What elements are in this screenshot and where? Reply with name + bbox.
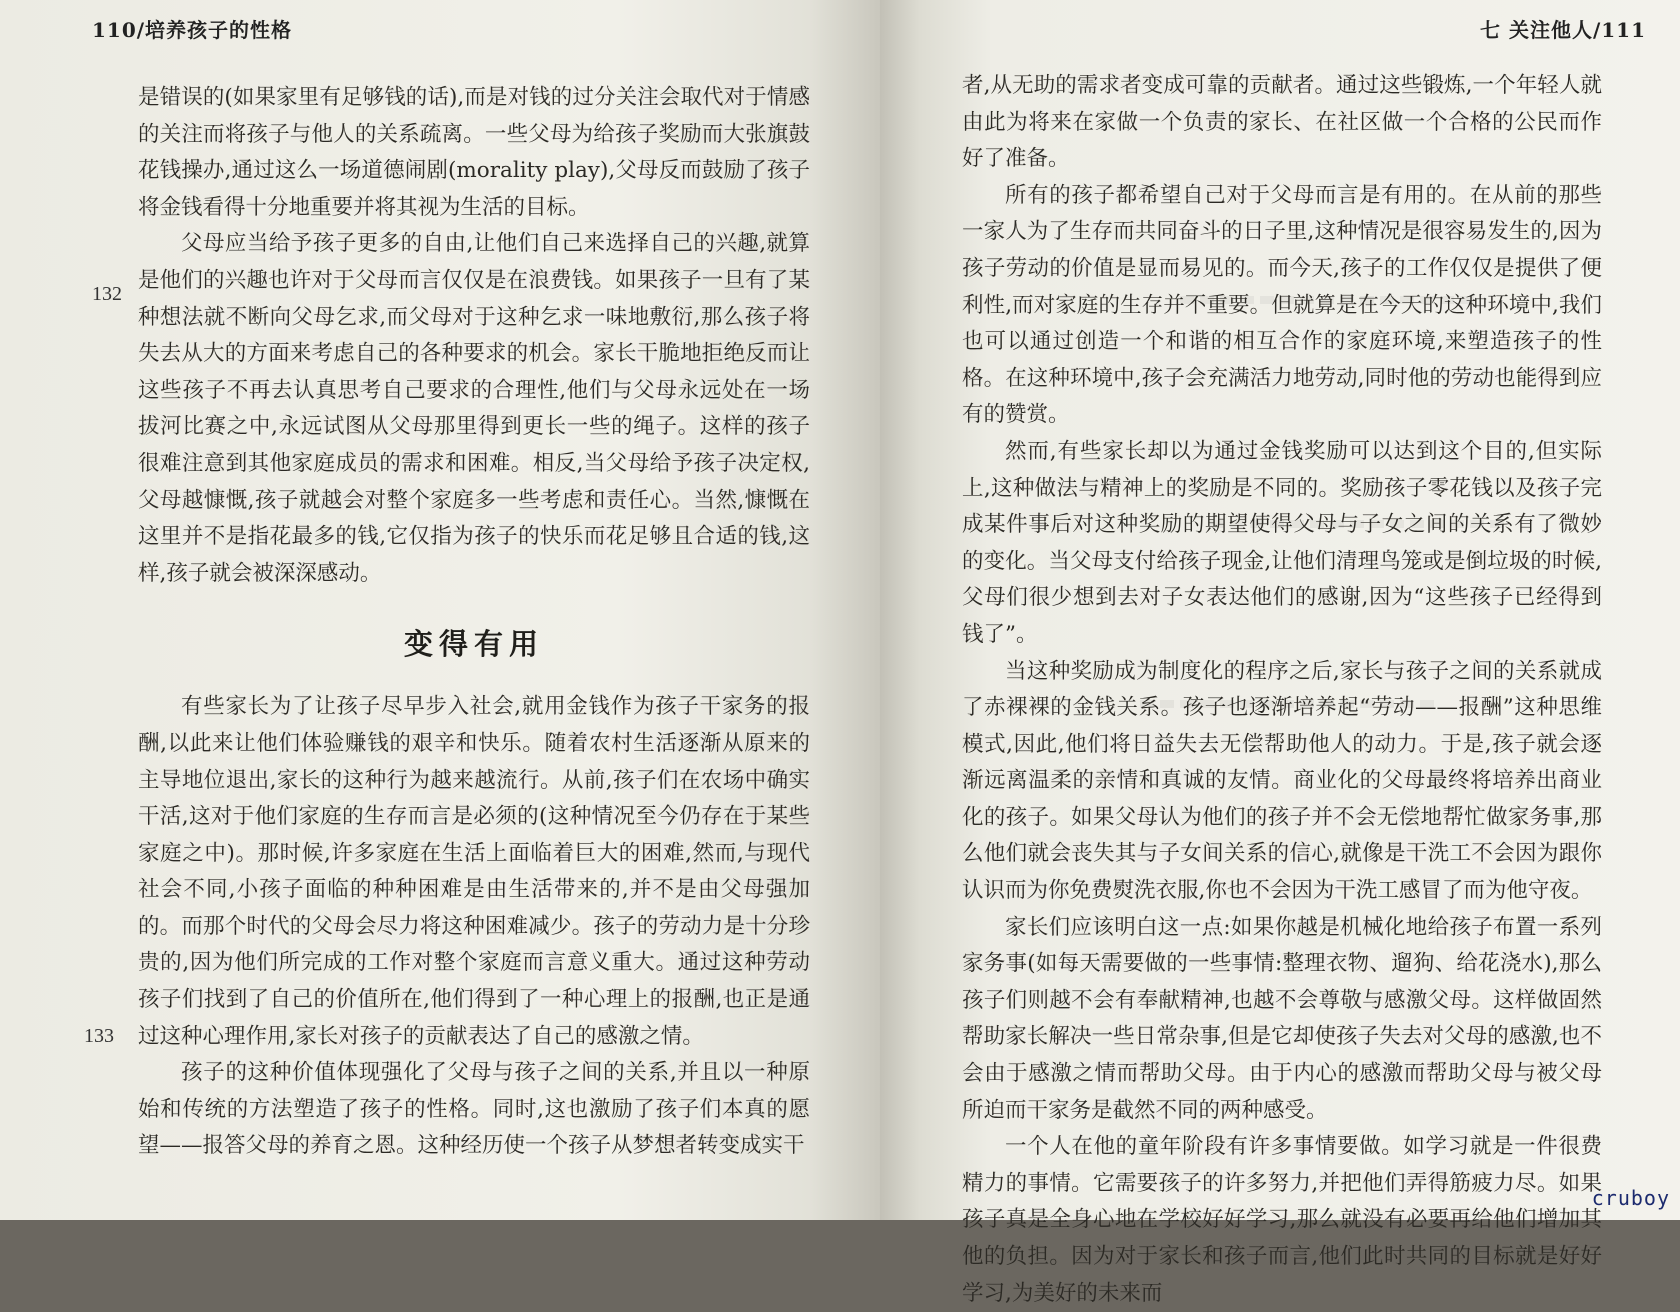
paragraph: 者,从无助的需求者变成可靠的贡献者。通过这些锻炼,一个年轻人就由此为将来在家做一个负责的家长、在社区做一个合格的公民而作好了准备。 [962,73,1602,172]
watermark: cruboy [1591,1186,1670,1210]
left-text-column [138,80,810,1165]
paragraph: 然而,有些家长却以为通过金钱奖励可以达到这个目的,但实际上,这种做法与精神上的奖励是不同的。奖励孩子零花钱以及孩子完成某件事后对这种奖励的期望使得父母与子女之间的关系有了微妙的变化。当父母支付给孩子现金,让他们清理鸟笼或是倒垃圾的时候,父母们很少想到去对子女表达他们的感谢,因为“这些孩子已经得到钱了”。 [962,438,1602,647]
paragraph: 孩子的这种价值体现强化了父母与孩子之间的关系,并且以一种原始和传统的方法塑造了孩子的性格。同时,这也激励了孩子们本真的愿望——报答父母的养育之恩。这种经历使一个孩子从梦想者转变成实干 [138,1060,810,1159]
paragraph: 是错误的(如果家里有足够钱的话),而是对钱的过分关注会取代对于情感的关注而将孩子与他人的关系疏离。一些父母为给孩子奖励而大张旗鼓花钱操办,通过这么一场道德闹剧(morality play),父母反而鼓励了孩子将金钱看得十分地重要并将其视为生活的目标。 [138,85,810,220]
paragraph: 所有的孩子都希望自己对于父母而言是有用的。在从前的那些一家人为了生存而共同奋斗的日子里,这种情况是很容易发生的,因为孩子劳动的价值是显而易见的。而今天,孩子的工作仅仅是提供了便利性,而对家庭的生存并不重要。但就算是在今天的这种环境中,我们也可以通过创造一个和谐的相互合作的家庭环境,来塑造孩子的性格。在这种环境中,孩子会充满活力地劳动,同时他的劳动也能得到应有的赞赏。 [962,182,1602,428]
right-page [880,0,1680,1306]
paragraph: 有些家长为了让孩子尽早步入社会,就用金钱作为孩子干家务的报酬,以此来让他们体验赚钱的艰辛和快乐。随着农村生活逐渐从原来的主导地位退出,家长的这种行为越来越流行。从前,孩子们在农场中确实干活,这对于他们家庭的生存而言是必须的(这种情况至今仍存在于某些家庭之中)。那时候,许多家庭在生活上面临着巨大的困难,然而,与现代社会不同,小孩子面临的种种困难是由生活带来的,并不是由父母强加的。而那个时代的父母会尽力将这种困难减少。孩子的劳动力是十分珍贵的,因为他们所完成的工作对整个家庭而言意义重大。通过这种劳动孩子们找到了自己的价值所在,他们得到了一种心理上的报酬,也正是通过这种心理作用,家长对孩子的贡献表达了自己的感激之情。 [138,694,810,1049]
paragraph: 一个人在他的童年阶段有许多事情要做。如学习就是一件很费精力的事情。它需要孩子的许多努力,并把他们弄得筋疲力尽。如果孩子真是全身心地在学校好好学习,那么就没有必要再给他们增加其他的负担。因为对于家长和孩子而言,他们此时共同的目标就是好好学习,为美好的未来而 [962,1134,1602,1306]
right-text-column [962,68,1602,1312]
section-heading: 变得有用 [403,627,544,662]
margin-page-number-132: 132 [92,283,122,305]
paragraph: 父母应当给予孩子更多的自由,让他们自己来选择自己的兴趣,就算是他们的兴趣也许对于父母而言仅仅是在浪费钱。如果孩子一旦有了某种想法就不断向父母乞求,而父母对于这种乞求一味地敷衍,那么孩子将失去从大的方面来考虑自己的各种要求的机会。家长干脆地拒绝反而让这些孩子不再去认真思考自己要求的合理性,他们与父母永远处在一场拔河比赛之中,永远试图从父母那里得到更长一些的绳子。这样的孩子很难注意到其他家庭成员的需求和困难。相反,当父母给予孩子决定权,父母越慷慨,孩子就越会对整个家庭多一些考虑和责任心。当然,慷慨在这里并不是指花最多的钱,它仅指为孩子的快乐而花足够且合适的钱,这样,孩子就会被深深感动。 [138,231,810,586]
left-page [0,0,880,1220]
paragraph: 家长们应该明白这一点:如果你越是机械化地给孩子布置一系列家务事(如每天需要做的一些事情:整理衣物、遛狗、给花浇水),那么孩子们则越不会有奉献精神,也越不会尊敬与感激父母。这样做固然帮助家长解决一些日常杂事,但是它却使孩子失去对父母的感激,也不会由于感激之情而帮助父母。由于内心的感激而帮助父母与被父母所迫而干家务是截然不同的两种感受。 [962,914,1602,1123]
right-running-header: 七 关注他人/111 [1479,18,1646,42]
margin-page-number-133: 133 [84,1025,114,1047]
paragraph: 当这种奖励成为制度化的程序之后,家长与孩子之间的关系就成了赤裸裸的金钱关系。孩子也逐渐培养起“劳动——报酬”这种思维模式,因此,他们将日益失去无偿帮助他人的动力。于是,孩子就会逐渐远离温柔的亲情和真诚的友情。商业化的父母最终将培养出商业化的孩子。如果父母认为他们的孩子并不会无偿地帮忙做家务事,那么他们就会丧失其与子女间关系的信心,就像是干洗工不会因为跟你认识而为你免费熨洗衣服,你也不会因为干洗工感冒了而为他守夜。 [962,658,1602,904]
left-running-header: 110/培养孩子的性格 [92,18,293,42]
